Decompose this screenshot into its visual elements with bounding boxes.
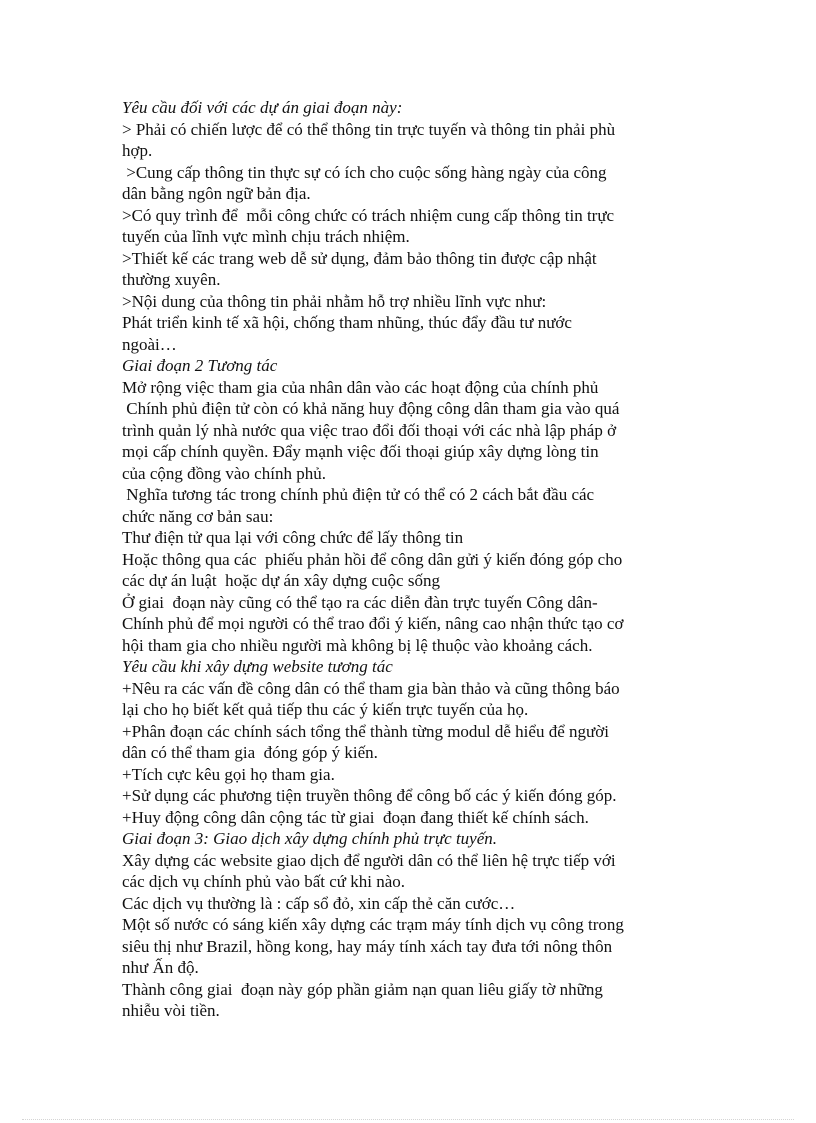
text-line: ngoài…	[122, 334, 177, 354]
text-line: Mở rộng việc tham gia của nhân dân vào các hoạt động của chính phủ	[122, 377, 599, 397]
text-line: siêu thị như Brazil, hồng kong, hay máy tính xách tay đưa tới nông thôn	[122, 936, 613, 956]
text-line: các dịch vụ chính phủ vào bất cứ khi nào.	[122, 872, 406, 891]
heading-stage-3: Giai đoạn 3: Giao dịch xây dựng chính phủ trực tuyến.	[122, 829, 498, 848]
heading-stage-2: Giai đoạn 2 Tương tác	[122, 356, 278, 375]
text-line: trình quản lý nhà nước qua việc trao đổi đối thoại với các nhà lập pháp ở	[122, 420, 617, 440]
heading-interactive-website: Yêu cầu khi xây dựng website tương tác	[122, 657, 393, 676]
text-line: Ở giai đoạn này cũng có thể tạo ra các diễn đàn trực tuyến Công dân-	[122, 592, 598, 612]
text-line: >Có quy trình để mỗi công chức có trách nhiệm cung cấp thông tin trực	[122, 205, 615, 225]
text-line: +Nêu ra các vấn đề công dân có thể tham gia bàn thảo và cũng thông báo	[122, 678, 620, 698]
text-line: >Thiết kế các trang web dễ sử dụng, đảm bảo thông tin được cập nhật	[122, 248, 597, 268]
page-bottom-divider	[22, 1119, 794, 1120]
text-line: lại cho họ biết kết quả tiếp thu các ý kiến trực tuyến của họ.	[122, 700, 529, 719]
document-page	[122, 97, 702, 1022]
text-line: +Sử dụng các phương tiện truyền thông để công bố các ý kiến đóng góp.	[122, 786, 617, 805]
text-line: thường xuyên.	[122, 270, 221, 289]
text-line: +Huy động công dân cộng tác từ giai đoạn đang thiết kế chính sách.	[122, 807, 589, 827]
text-line: Thành công giai đoạn này góp phần giảm nạn quan liêu giấy tờ những	[122, 979, 603, 999]
text-line: +Phân đoạn các chính sách tổng thể thành từng modul dễ hiểu để người	[122, 721, 609, 741]
heading-requirements-stage: Yêu cầu đối với các dự án giai đoạn này:	[122, 98, 403, 117]
text-line: Một số nước có sáng kiến xây dựng các trạm máy tính dịch vụ công trong	[122, 915, 624, 934]
text-line: >Cung cấp thông tin thực sự có ích cho cuộc sống hàng ngày của công	[122, 162, 607, 182]
text-line: Phát triển kinh tế xã hội, chống tham nhũng, thúc đẩy đầu tư nước	[122, 313, 572, 332]
text-line: >Nội dung của thông tin phải nhằm hỗ trợ nhiều lĩnh vực như:	[122, 291, 547, 311]
text-line: mọi cấp chính quyền. Đẩy mạnh việc đối thoại giúp xây dựng lòng tin	[122, 442, 599, 461]
text-line: Chính phủ điện tử còn có khả năng huy động công dân tham gia vào quá	[122, 399, 620, 418]
text-line: Thư điện tử qua lại với công chức để lấy thông tin	[122, 528, 464, 547]
text-line: hợp.	[122, 141, 153, 160]
text-line: dân có thể tham gia đóng góp ý kiến.	[122, 743, 378, 762]
text-line: Hoặc thông qua các phiếu phản hồi để công dân gửi ý kiến đóng góp cho	[122, 549, 623, 569]
text-line: tuyến của lĩnh vực mình chịu trách nhiệm.	[122, 227, 410, 246]
text-line: > Phải có chiến lược để có thể thông tin trực tuyến và thông tin phải phù	[122, 119, 616, 139]
text-line: +Tích cực kêu gọi họ tham gia.	[122, 764, 335, 784]
text-line: của cộng đồng vào chính phủ.	[122, 463, 326, 483]
text-line: như Ấn độ.	[122, 958, 199, 977]
text-line: Các dịch vụ thường là : cấp sổ đỏ, xin cấp thẻ căn cước…	[122, 893, 516, 913]
text-line: nhiễu vòi tiền.	[122, 1001, 220, 1020]
text-line: Nghĩa tương tác trong chính phủ điện tử có thể có 2 cách bắt đầu các	[122, 485, 595, 504]
text-line: Chính phủ để mọi người có thể trao đổi ý kiến, nâng cao nhận thức tạo cơ	[122, 614, 624, 633]
text-line: các dự án luật hoặc dự án xây dựng cuộc sống	[122, 571, 440, 590]
text-line: dân bằng ngôn ngữ bản địa.	[122, 184, 311, 203]
text-line: hội tham gia cho nhiều người mà không bị lệ thuộc vào khoảng cách.	[122, 635, 593, 655]
text-line: chức năng cơ bản sau:	[122, 506, 274, 526]
text-line: Xây dựng các website giao dịch để người dân có thể liên hệ trực tiếp với	[122, 850, 616, 870]
